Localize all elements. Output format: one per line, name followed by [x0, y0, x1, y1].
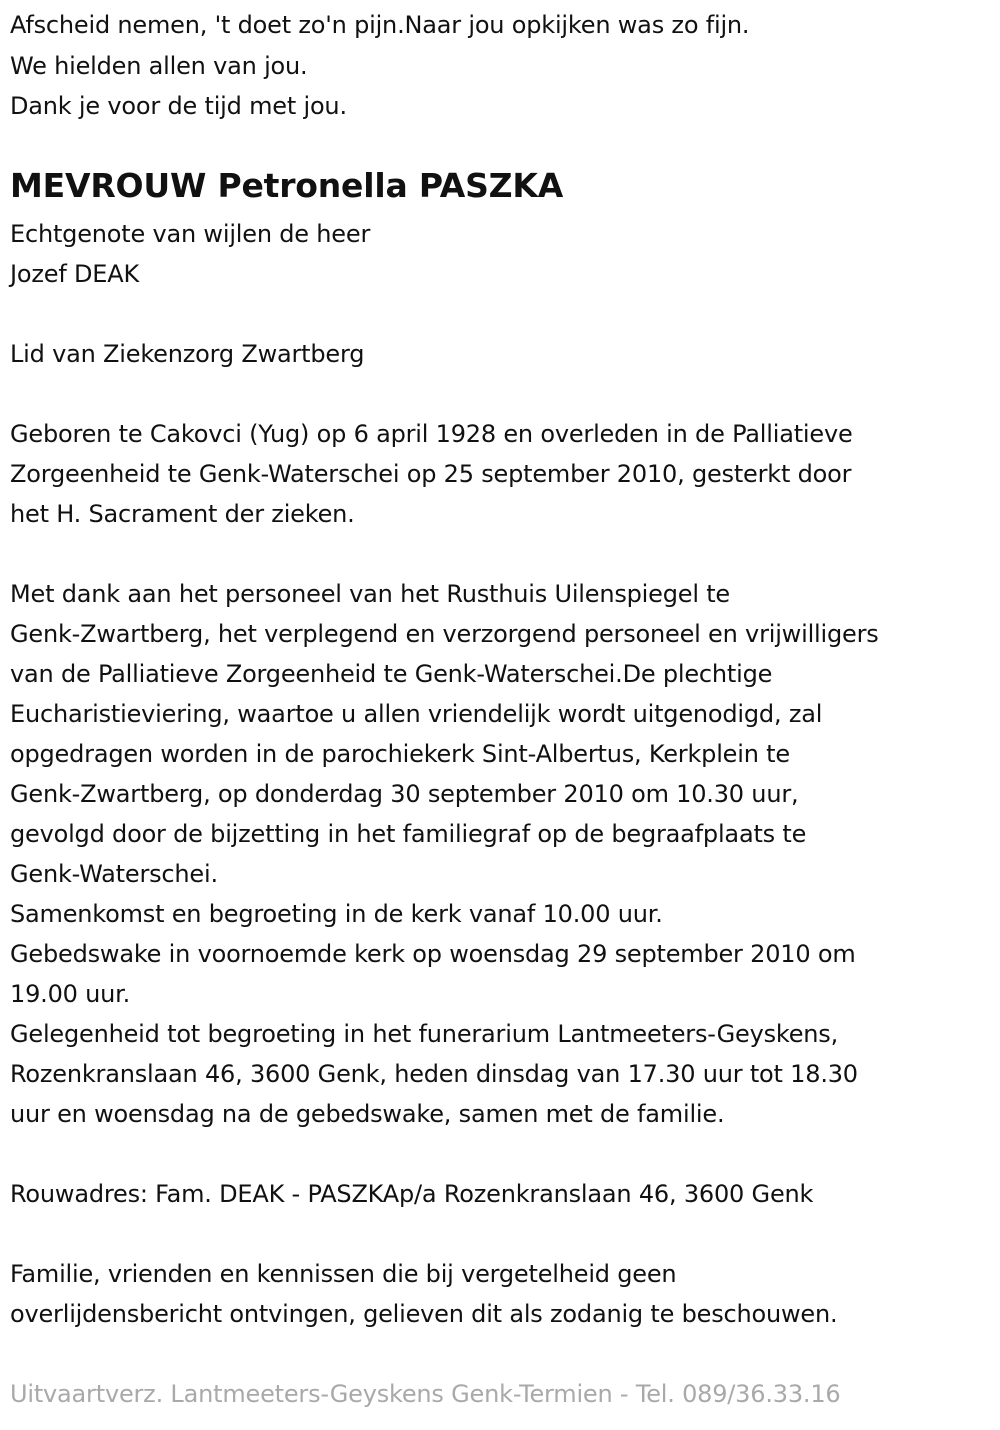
spouse-line: Jozef DEAK: [10, 260, 140, 288]
ceremony-line: Genk-Waterschei.: [10, 860, 218, 888]
birth-death-line: het H. Sacrament der zieken.: [10, 500, 355, 528]
ceremony-line: gevolgd door de bijzetting in het familiegraf op de begraafplaats te: [10, 820, 807, 848]
poem-line: Dank je voor de tijd met jou.: [10, 92, 347, 120]
ceremony-line: Genk-Zwartberg, het verplegend en verzorgend personeel en vrijwilligers: [10, 620, 879, 648]
birth-death-line: Geboren te Cakovci (Yug) op 6 april 1928 en overleden in de Palliatieve: [10, 420, 853, 448]
notice-line: Familie, vrienden en kennissen die bij vergetelheid geen: [10, 1260, 677, 1288]
ceremony-line: 19.00 uur.: [10, 980, 131, 1008]
ceremony-line: Rozenkranslaan 46, 3600 Genk, heden dinsdag van 17.30 uur tot 18.30: [10, 1060, 858, 1088]
birth-death-line: Zorgeenheid te Genk-Waterschei op 25 september 2010, gesterkt door: [10, 460, 852, 488]
spouse-line: Echtgenote van wijlen de heer: [10, 220, 371, 248]
ceremony-line: van de Palliatieve Zorgeenheid te Genk-Waterschei.De plechtige: [10, 660, 773, 688]
ceremony-line: Eucharistieviering, waartoe u allen vriendelijk wordt uitgenodigd, zal: [10, 700, 823, 728]
ceremony-line: Genk-Zwartberg, op donderdag 30 september 2010 om 10.30 uur,: [10, 780, 799, 808]
mourning-address: Rouwadres: Fam. DEAK - PASZKAp/a Rozenkranslaan 46, 3600 Genk: [10, 1180, 814, 1208]
ceremony-line: Met dank aan het personeel van het Rusthuis Uilenspiegel te: [10, 580, 730, 608]
poem-line: We hielden allen van jou.: [10, 52, 308, 80]
ceremony-line: Gebedswake in voornoemde kerk op woensdag 29 september 2010 om: [10, 940, 856, 968]
ceremony-line: Samenkomst en begroeting in de kerk vanaf 10.00 uur.: [10, 900, 663, 928]
ceremony-line: opgedragen worden in de parochiekerk Sint-Albertus, Kerkplein te: [10, 740, 790, 768]
deceased-name: MEVROUW Petronella PASZKA: [10, 166, 564, 205]
poem-line: Afscheid nemen, 't doet zo'n pijn.Naar jou opkijken was zo fijn.: [10, 11, 750, 39]
ceremony-line: uur en woensdag na de gebedswake, samen met de familie.: [10, 1100, 725, 1128]
funeral-home-footer: Uitvaartverz. Lantmeeters-Geyskens Genk-Termien - Tel. 089/36.33.16: [10, 1380, 841, 1408]
membership-line: Lid van Ziekenzorg Zwartberg: [10, 340, 365, 368]
ceremony-line: Gelegenheid tot begroeting in het funerarium Lantmeeters-Geyskens,: [10, 1020, 839, 1048]
notice-line: overlijdensbericht ontvingen, gelieven dit als zodanig te beschouwen.: [10, 1300, 838, 1328]
